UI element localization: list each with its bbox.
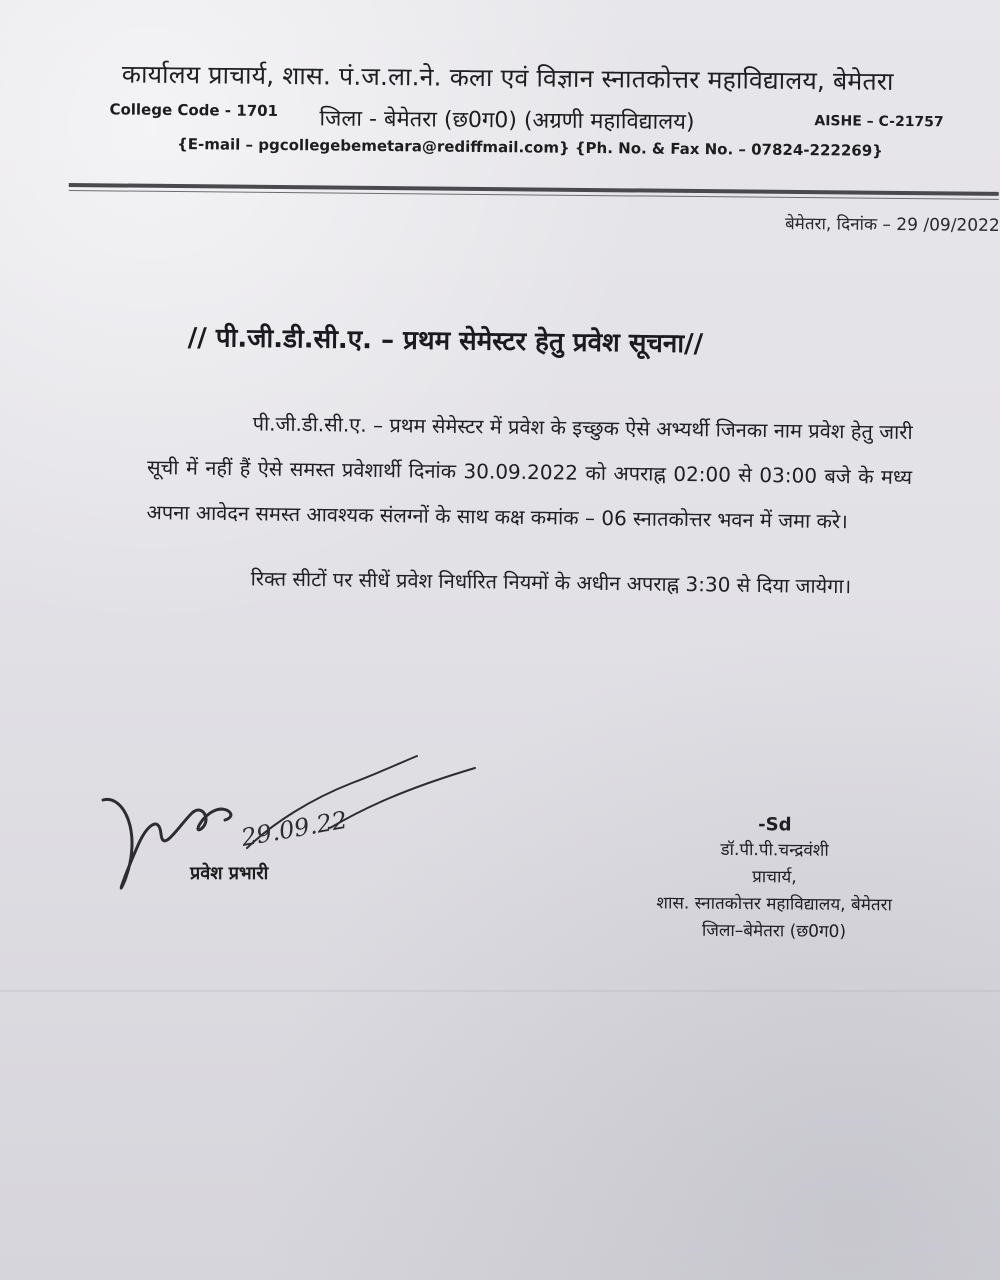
office-title: कार्यालय प्राचार्य, शास. पं.ज.ला.ने. कला एवं विज्ञान स्नातकोत्तर महाविद्यालय, बेमेतरा xyxy=(121,59,894,96)
principal-district: जिला–बेमेतरा (छ0ग0) xyxy=(701,920,847,942)
district-line: जिला - बेमेतरा (छ0ग0) (अग्रणी महाविद्यालय) xyxy=(319,106,695,135)
principal-college: शास. स्नातकोत्तर महाविद्यालय, बेमेतरा xyxy=(656,893,893,916)
notice-paragraph-1: पी.जी.डी.सी.ए. – प्रथम सेमेस्टर में प्रवेश के इच्छुक ऐसे अभ्यर्थी जिनका नाम प्रवेश हेतु जारी सूची में नहीं हैं ऐसे समस्त प्रवेशार्थी दिनांक 30.09.2022 को अपराह्न 02:00 से 03:00 बजे के मध्य अपना आवेदन समस्त आवश्यक संलग्नों के साथ कक्ष कमांक – 06 स्नातकोत्तर भवन में जमा करे। xyxy=(146,411,913,534)
college-code: College Code - 1701 xyxy=(109,100,279,120)
admission-incharge-label: प्रवेश प्रभारी xyxy=(190,863,269,884)
contact-line: {E-mail – pgcollegebemetara@rediffmail.com} {Ph. No. & Fax No. – 07824-222269} xyxy=(177,135,883,160)
notice-paragraph-2: रिक्त सीटों पर सीधें प्रवेश निर्धारित नियमों के अधीन अपराह्न 3:30 से दिया जायेगा। xyxy=(250,566,852,599)
date-line: बेमेतरा, दिनांक – 29 /09/2022 xyxy=(785,214,1000,236)
paper-fold xyxy=(0,990,1000,992)
letterhead xyxy=(69,58,990,161)
principal-designation: प्राचार्य, xyxy=(752,867,797,888)
principal-name: डॉ.पी.पी.चन्द्रवंशी xyxy=(720,839,829,861)
handwritten-date: 29.09.22 xyxy=(239,805,350,852)
handwritten-signature xyxy=(95,748,485,908)
signed-marker: -Sd xyxy=(758,814,792,836)
notice-body xyxy=(145,400,913,610)
notice-title: // पी.जी.डी.सी.ए. – प्रथम सेमेस्टर हेतु प्रवेश सूचना// xyxy=(187,322,704,360)
aishe-code: AISHE – C-21757 xyxy=(814,113,944,131)
admission-incharge-signature xyxy=(95,748,485,908)
principal-signature-block xyxy=(619,812,930,947)
